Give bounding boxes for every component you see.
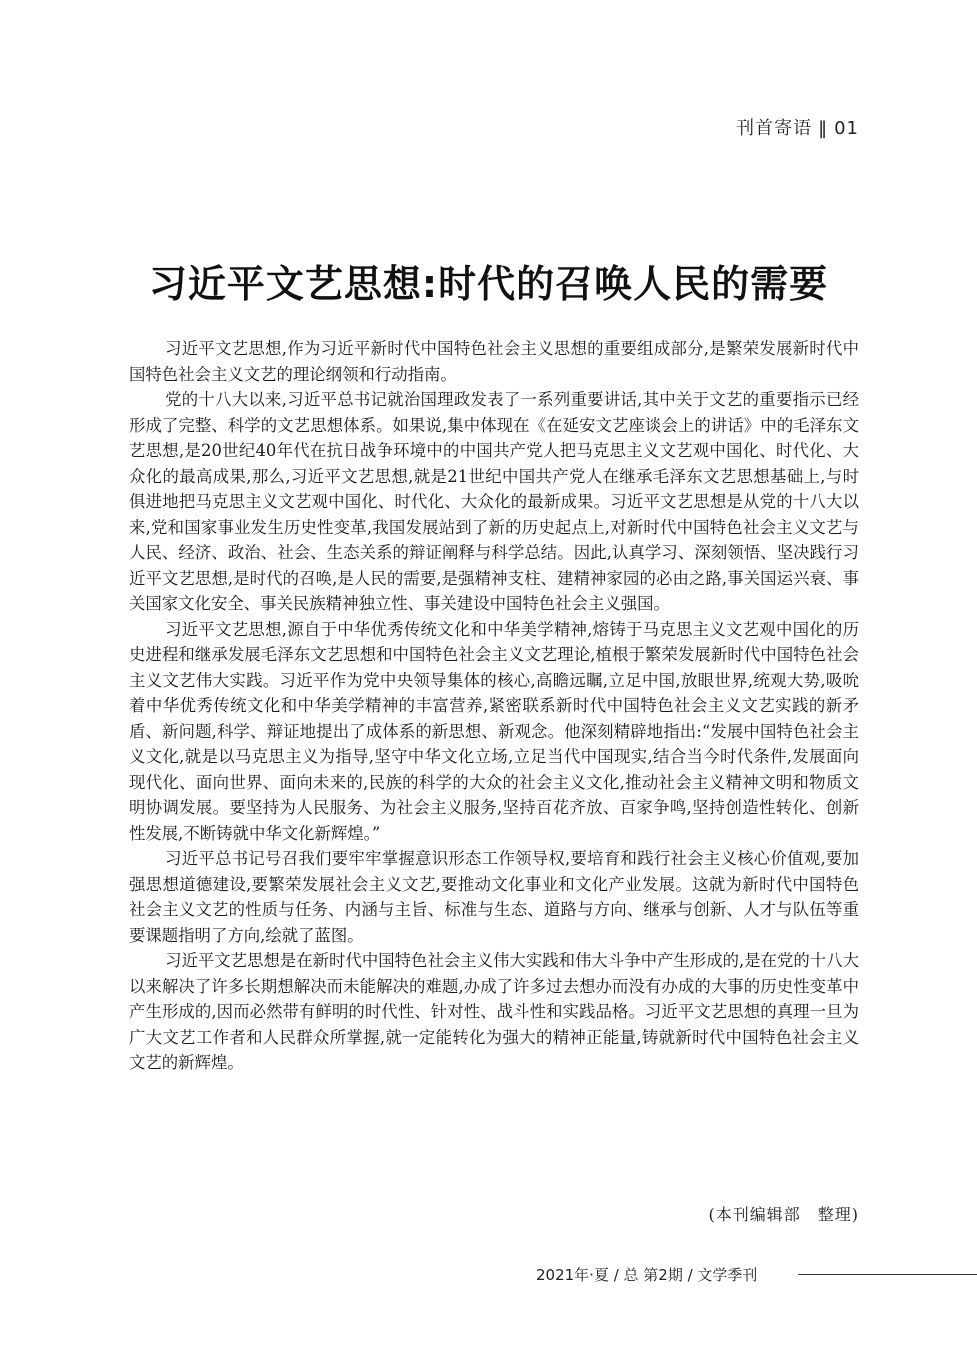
- paragraph: 习近平文艺思想,源自于中华优秀传统文化和中华美学精神,熔铸于马克思主义文艺观中国化的历史进程和继承发展毛泽东文艺思想和中国特色社会主义文艺理论,植根于繁荣发展新时代中国特色社会主义文艺伟大实践。习近平作为党中央领导集体的核心,高瞻远瞩,立足中国,放眼世界,统观大势,吸吮着中华优秀传统文化和中华美学精神的丰富营养,紧密联系新时代中国特色社会主义文艺实践的新矛盾、新问题,科学、辩证地提出了成体系的新思想、新观念。他深刻精辟地指出:“发展中国特色社会主义文化,就是以马克思主义为指导,坚守中华文化立场,立足当代中国现实,结合当今时代条件,发展面向现代化、面向世界、面向未来的,民族的科学的大众的社会主义文化,推动社会主义精神文明和物质文明协调发展。要坚持为人民服务、为社会主义服务,坚持百花齐放、百家争鸣,坚持创造性转化、创新性发展,不断铸就中华文化新辉煌。”: [129, 619, 859, 843]
- running-head: [736, 114, 859, 140]
- article-body: [129, 336, 859, 1076]
- paragraph: 习近平总书记号召我们要牢牢掌握意识形态工作领导权,要培育和践行社会主义核心价值观,要加强思想道德建设,要繁荣发展社会主义文艺,要推动文化事业和文化产业发展。这就为新时代中国特色社会主义文艺的性质与任务、内涵与主旨、标准与生态、道路与方向、继承与创新、人才与队伍等重要课题指明了方向,绘就了蓝图。: [129, 849, 859, 945]
- issue-footer: 2021年·夏 / 总 第2期 / 文学季刊: [536, 1266, 758, 1284]
- page-number: 01: [834, 118, 859, 139]
- section-separator: ‖: [818, 118, 829, 139]
- paragraph: 习近平文艺思想是在新时代中国特色社会主义伟大实践和伟大斗争中产生形成的,是在党的十八大以来解决了许多长期想解决而未能解决的难题,办成了许多过去想办而没有办成的大事的历史性变革中产生形成的,因而必然带有鲜明的时代性、针对性、战斗性和实践品格。习近平文艺思想的真理一旦为广大文艺工作者和人民群众所掌握,就一定能转化为强大的精神正能量,铸就新时代中国特色社会主义文艺的新辉煌。: [129, 951, 859, 1072]
- paragraph: 党的十八大以来,习近平总书记就治国理政发表了一系列重要讲话,其中关于文艺的重要指示已经形成了完整、科学的文艺思想体系。如果说,集中体现在《在延安文艺座谈会上的讲话》中的毛泽东文艺思想,是20世纪40年代在抗日战争环境中的中国共产党人把马克思主义文艺观中国化、时代化、大众化的最高成果,那么,习近平文艺思想,就是21世纪中国共产党人在继承毛泽东文艺思想基础上,与时俱进地把马克思主义文艺观中国化、时代化、大众化的最新成果。习近平文艺思想是从党的十八大以来,党和国家事业发生历史性变革,我国发展站到了新的历史起点上,对新时代中国特色社会主义文艺与人民、经济、政治、社会、生态关系的辩证阐释与科学总结。因此,认真学习、深刻领悟、坚决践行习近平文艺思想,是时代的召唤,是人民的需要,是强精神支柱、建精神家园的必由之路,事关国运兴衰、事关国家文化安全、事关民族精神独立性、事关建设中国特色社会主义强国。: [129, 390, 859, 613]
- section-name: 刊首寄语: [736, 118, 813, 139]
- editor-credit: (本刊编辑部 整理): [708, 1205, 859, 1224]
- footer-rule: [798, 1274, 977, 1275]
- article-title: 习近平文艺思想:时代的召唤人民的需要: [148, 262, 829, 307]
- paragraph: 习近平文艺思想,作为习近平新时代中国特色社会主义思想的重要组成部分,是繁荣发展新时代中国特色社会主义文艺的理论纲领和行动指南。: [129, 339, 859, 384]
